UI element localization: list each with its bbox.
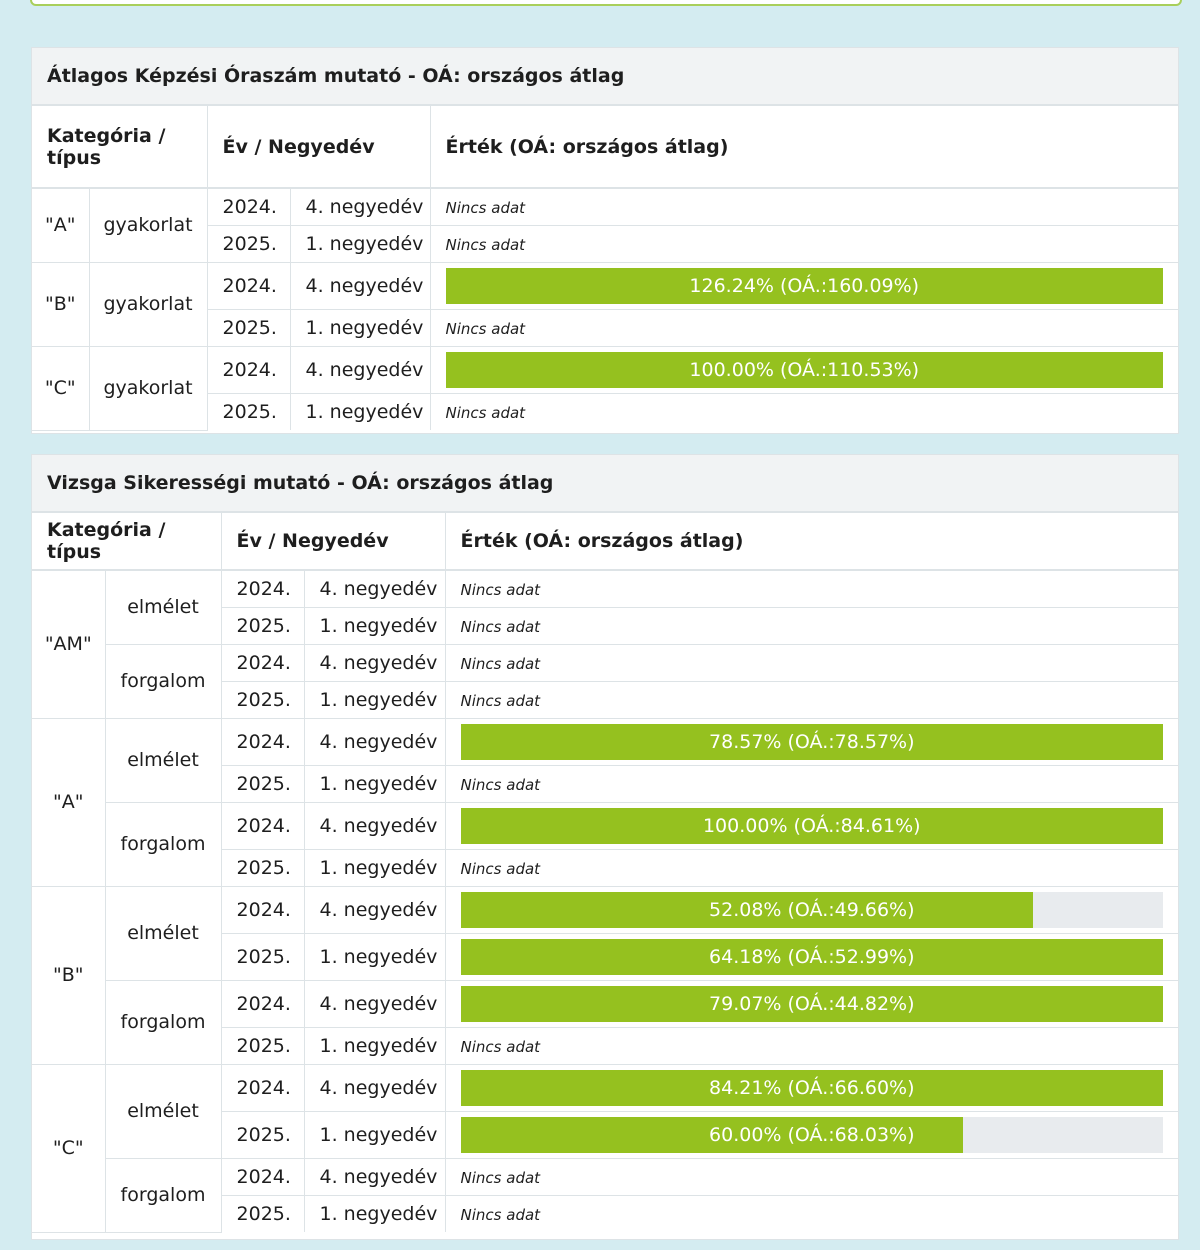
no-data-text: Nincs adat <box>460 1168 541 1187</box>
value-cell <box>445 1158 1178 1195</box>
value-cell <box>430 262 1178 309</box>
progress-bar <box>461 1070 1163 1106</box>
progress-bar-label: 64.18% (OÁ.:52.99%) <box>709 945 915 968</box>
year-cell: 2024. <box>207 188 290 225</box>
progress-bar <box>461 986 1163 1022</box>
quarter-cell: 4. negyedév <box>290 346 430 393</box>
category-cell: "A" <box>32 718 105 886</box>
value-cell <box>445 681 1178 718</box>
category-cell: "B" <box>32 886 105 1064</box>
quarter-cell: 1. negyedév <box>304 765 445 802</box>
quarter-cell: 1. negyedév <box>304 607 445 644</box>
no-data-text: Nincs adat <box>460 691 541 710</box>
value-cell <box>445 933 1178 980</box>
quarter-cell: 1. negyedév <box>304 1195 445 1232</box>
exam-success-panel <box>31 454 1179 1240</box>
year-cell: 2024. <box>207 346 290 393</box>
progress-bar <box>446 268 1163 304</box>
quarter-cell: 1. negyedév <box>304 933 445 980</box>
type-cell: gyakorlat <box>89 346 207 430</box>
category-cell: "B" <box>32 262 89 346</box>
year-cell: 2024. <box>221 802 304 849</box>
training-hours-panel <box>31 47 1179 434</box>
year-cell: 2025. <box>221 681 304 718</box>
column-header-value: Érték (OÁ: országos átlag) <box>445 513 1178 570</box>
quarter-cell: 4. negyedév <box>304 1158 445 1195</box>
type-cell: gyakorlat <box>89 262 207 346</box>
column-header-category: Kategória / típus <box>32 513 221 570</box>
progress-bar <box>461 939 1163 975</box>
column-header-category: Kategória / típus <box>32 106 207 188</box>
no-data-text: Nincs adat <box>445 235 526 254</box>
table-row <box>32 188 1178 225</box>
year-cell: 2025. <box>221 1111 304 1158</box>
type-cell: gyakorlat <box>89 188 207 262</box>
quarter-cell: 4. negyedév <box>304 802 445 849</box>
value-cell <box>430 393 1178 430</box>
no-data-text: Nincs adat <box>445 198 526 217</box>
value-cell <box>445 644 1178 681</box>
year-cell: 2024. <box>221 570 304 607</box>
table-row <box>32 802 1178 849</box>
year-cell: 2024. <box>221 1158 304 1195</box>
table-row <box>32 570 1178 607</box>
year-cell: 2025. <box>221 849 304 886</box>
category-cell: "C" <box>32 346 89 430</box>
year-cell: 2024. <box>221 980 304 1027</box>
year-cell: 2024. <box>221 886 304 933</box>
progress-bar-label: 52.08% (OÁ.:49.66%) <box>709 898 915 921</box>
quarter-cell: 4. negyedév <box>290 262 430 309</box>
quarter-cell: 4. negyedév <box>304 1064 445 1111</box>
year-cell: 2025. <box>221 1027 304 1064</box>
category-cell: "AM" <box>32 570 105 718</box>
year-cell: 2024. <box>221 1064 304 1111</box>
progress-bar-label: 100.00% (OÁ.:84.61%) <box>702 814 921 837</box>
training-hours-table <box>32 106 1178 431</box>
category-cell: "C" <box>32 1064 105 1232</box>
table-row <box>32 346 1178 393</box>
value-cell <box>445 570 1178 607</box>
column-header-value: Érték (OÁ: országos átlag) <box>430 106 1178 188</box>
no-data-text: Nincs adat <box>460 775 541 794</box>
type-cell: elmélet <box>105 570 221 644</box>
column-header-period: Év / Negyedév <box>221 513 445 570</box>
year-cell: 2025. <box>221 1195 304 1232</box>
value-cell <box>445 765 1178 802</box>
table-row <box>32 1064 1178 1111</box>
type-cell: forgalom <box>105 644 221 718</box>
value-cell <box>445 886 1178 933</box>
progress-bar <box>461 1117 1163 1153</box>
quarter-cell: 4. negyedév <box>304 980 445 1027</box>
progress-bar-label: 100.00% (OÁ.:110.53%) <box>689 358 920 381</box>
quarter-cell: 1. negyedév <box>304 1111 445 1158</box>
table-row <box>32 718 1178 765</box>
value-cell <box>445 1027 1178 1064</box>
quarter-cell: 4. negyedév <box>304 570 445 607</box>
type-cell: elmélet <box>105 1064 221 1158</box>
progress-bar-label: 79.07% (OÁ.:44.82%) <box>709 992 915 1015</box>
type-cell: forgalom <box>105 1158 221 1232</box>
year-cell: 2025. <box>207 225 290 262</box>
table-row <box>32 886 1178 933</box>
type-cell: elmélet <box>105 886 221 980</box>
quarter-cell: 4. negyedév <box>304 718 445 765</box>
progress-bar-label: 60.00% (OÁ.:68.03%) <box>709 1123 915 1146</box>
quarter-cell: 1. negyedév <box>290 309 430 346</box>
quarter-cell: 1. negyedév <box>304 1027 445 1064</box>
no-data-text: Nincs adat <box>460 1037 541 1056</box>
category-cell: "A" <box>32 188 89 262</box>
year-cell: 2024. <box>221 718 304 765</box>
table-row <box>32 1158 1178 1195</box>
progress-bar-label: 78.57% (OÁ.:78.57%) <box>709 730 915 753</box>
exam-success-table <box>32 513 1178 1233</box>
value-cell <box>445 1064 1178 1111</box>
year-cell: 2025. <box>221 607 304 644</box>
value-cell <box>445 802 1178 849</box>
progress-bar <box>446 352 1163 388</box>
type-cell: forgalom <box>105 802 221 886</box>
quarter-cell: 4. negyedév <box>304 886 445 933</box>
exam-success-title: Vizsga Sikerességi mutató - OÁ: országos átlag <box>32 455 1178 513</box>
value-cell <box>445 849 1178 886</box>
no-data-text: Nincs adat <box>460 654 541 673</box>
progress-bar <box>461 724 1163 760</box>
progress-bar-label: 126.24% (OÁ.:160.09%) <box>689 274 920 297</box>
quarter-cell: 1. negyedév <box>290 393 430 430</box>
value-cell <box>430 309 1178 346</box>
value-cell <box>445 980 1178 1027</box>
value-cell <box>445 607 1178 644</box>
no-data-text: Nincs adat <box>445 319 526 338</box>
no-data-text: Nincs adat <box>460 617 541 636</box>
quarter-cell: 1. negyedév <box>290 225 430 262</box>
previous-card-edge <box>30 0 1182 6</box>
value-cell <box>430 225 1178 262</box>
table-row <box>32 980 1178 1027</box>
progress-bar <box>461 892 1163 928</box>
year-cell: 2025. <box>221 933 304 980</box>
year-cell: 2024. <box>221 644 304 681</box>
quarter-cell: 1. negyedév <box>304 681 445 718</box>
column-header-period: Év / Negyedév <box>207 106 430 188</box>
training-hours-title: Átlagos Képzési Óraszám mutató - OÁ: országos átlag <box>32 48 1178 106</box>
table-row <box>32 644 1178 681</box>
type-cell: forgalom <box>105 980 221 1064</box>
value-cell <box>430 188 1178 225</box>
no-data-text: Nincs adat <box>445 403 526 422</box>
table-row <box>32 262 1178 309</box>
value-cell <box>430 346 1178 393</box>
progress-bar-label: 84.21% (OÁ.:66.60%) <box>709 1076 915 1099</box>
value-cell <box>445 718 1178 765</box>
year-cell: 2025. <box>207 393 290 430</box>
quarter-cell: 1. negyedév <box>304 849 445 886</box>
year-cell: 2025. <box>207 309 290 346</box>
type-cell: elmélet <box>105 718 221 802</box>
no-data-text: Nincs adat <box>460 1205 541 1224</box>
year-cell: 2025. <box>221 765 304 802</box>
progress-bar <box>461 808 1163 844</box>
year-cell: 2024. <box>207 262 290 309</box>
no-data-text: Nincs adat <box>460 859 541 878</box>
quarter-cell: 4. negyedév <box>304 644 445 681</box>
quarter-cell: 4. negyedév <box>290 188 430 225</box>
value-cell <box>445 1111 1178 1158</box>
value-cell <box>445 1195 1178 1232</box>
no-data-text: Nincs adat <box>460 580 541 599</box>
